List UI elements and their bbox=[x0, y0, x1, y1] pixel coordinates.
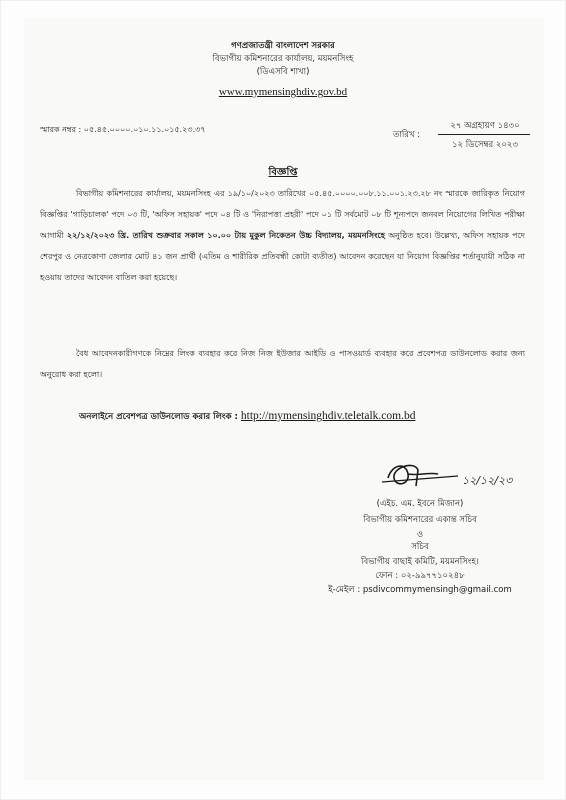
signature-date: ১২/১২/২৩ bbox=[462, 474, 513, 487]
notice-paragraph-1 bbox=[40, 183, 525, 288]
signatory-name: (এইচ. এম. ইবনে মিজান) bbox=[376, 499, 464, 509]
signatory-conjunction: ও bbox=[416, 530, 424, 540]
signatory-title-1: বিভাগীয় কমিশনারের একান্ত সচিব bbox=[363, 515, 477, 525]
memo-number: স্মারক নম্বর : ০৫.৪৫.০০০০.০১০.১১.০১৫.২৩.৩৭ bbox=[40, 125, 206, 134]
signatory-phone: ফোন : ০২-৯৯৭৭১০২৪৮ bbox=[375, 571, 465, 581]
signatory-email[interactable]: ই-মেইল : psdivcommymensingh@gmail.com bbox=[328, 585, 512, 595]
notice-paragraph-2: বৈধ আবেদনকারীগণকে নিম্নের লিংক ব্যবহার করে নিজ নিজ ইউজার আইডি ও পাসওয়ার্ড ব্যবহার করে প্রবেশপত্র ডাউনলোড করার জন্য অনুরোধ করা হলো। bbox=[40, 349, 525, 379]
govt-title: গণপ্রজাতন্ত্রী বাংলাদেশ সরকার bbox=[231, 41, 335, 51]
download-link[interactable]: http://mymensinghdiv.teletalk.com.bd bbox=[240, 410, 416, 422]
download-line bbox=[79, 410, 415, 424]
signatory-title-2: সচিব bbox=[411, 542, 429, 552]
office-name: বিভাগীয় কমিশনারের কার্যালয়, ময়মনসিংহ bbox=[212, 54, 354, 64]
signatory-title-3: বিভাগীয় বাছাই কমিটি, ময়মনসিংহ। bbox=[361, 557, 479, 567]
paragraph-1-text: বিভাগীয় কমিশনারের কার্যালয়, ময়মনসিংহ এর ১৯/১০/২০২৩ তারিখের ০৫.৪৫.০০০০.০০৮.১১.০০১.২৩.২৮ নং স্মারকে জারিকৃত নিয়োগ বিজ্ঞপ্তির 'গাড়িচালক' পদে ০৩ টি, 'অফিস সহায়ক' পদে ০৪ টি ও 'নিরাপত্তা প্রহরী' পদে ০১ টি সর্বমোট ০৮ টি শূন্যপদে জনবল নিয়োগের লিখিত পরীক্ষা আগামী bbox=[40, 189, 525, 240]
date-gregorian: ১২ ডিসেম্বর ২০২৩ bbox=[452, 140, 518, 150]
branch-name: (ডিএসবি শাখা) bbox=[256, 67, 310, 77]
download-label: অনলাইনে প্রবেশপত্র ডাউনলোড করার লিংক : bbox=[79, 412, 238, 422]
date-label: তারিখ : bbox=[393, 130, 421, 140]
paragraph-1-text-cont: অনুষ্ঠিত হবে। উল্লেখ্য, অফিস সহায়ক পদে শেরপুর ও নেত্রকোণা জেলার মোট ৪১ জন প্রার্থী (এতিম ও শারীরিক প্রতিবন্ধী কোটা ব্যতীত) আবেদন করেছেন যা নিয়োগ বিজ্ঞপ্তির শর্তানুযায়ী সঠিক না হওয়ায় তাদের আবেদন বাতিল করা হয়েছে। bbox=[40, 231, 526, 282]
date-bangla: ২৭ অগ্রহায়ণ ১৪৩০ bbox=[450, 121, 520, 131]
date-divider bbox=[438, 134, 530, 135]
exam-schedule: ২২/১২/২০২৩ খ্রি. তারিখ শুক্রবার সকাল ১০.০০ টায় মুকুল নিকেতন উচ্চ বিদ্যালয়, ময়মনসিংহে bbox=[66, 231, 385, 240]
website-link[interactable]: www.mymensinghdiv.gov.bd bbox=[218, 86, 348, 98]
notice-title: বিজ্ঞপ্তি bbox=[268, 167, 298, 178]
signature bbox=[378, 456, 528, 496]
